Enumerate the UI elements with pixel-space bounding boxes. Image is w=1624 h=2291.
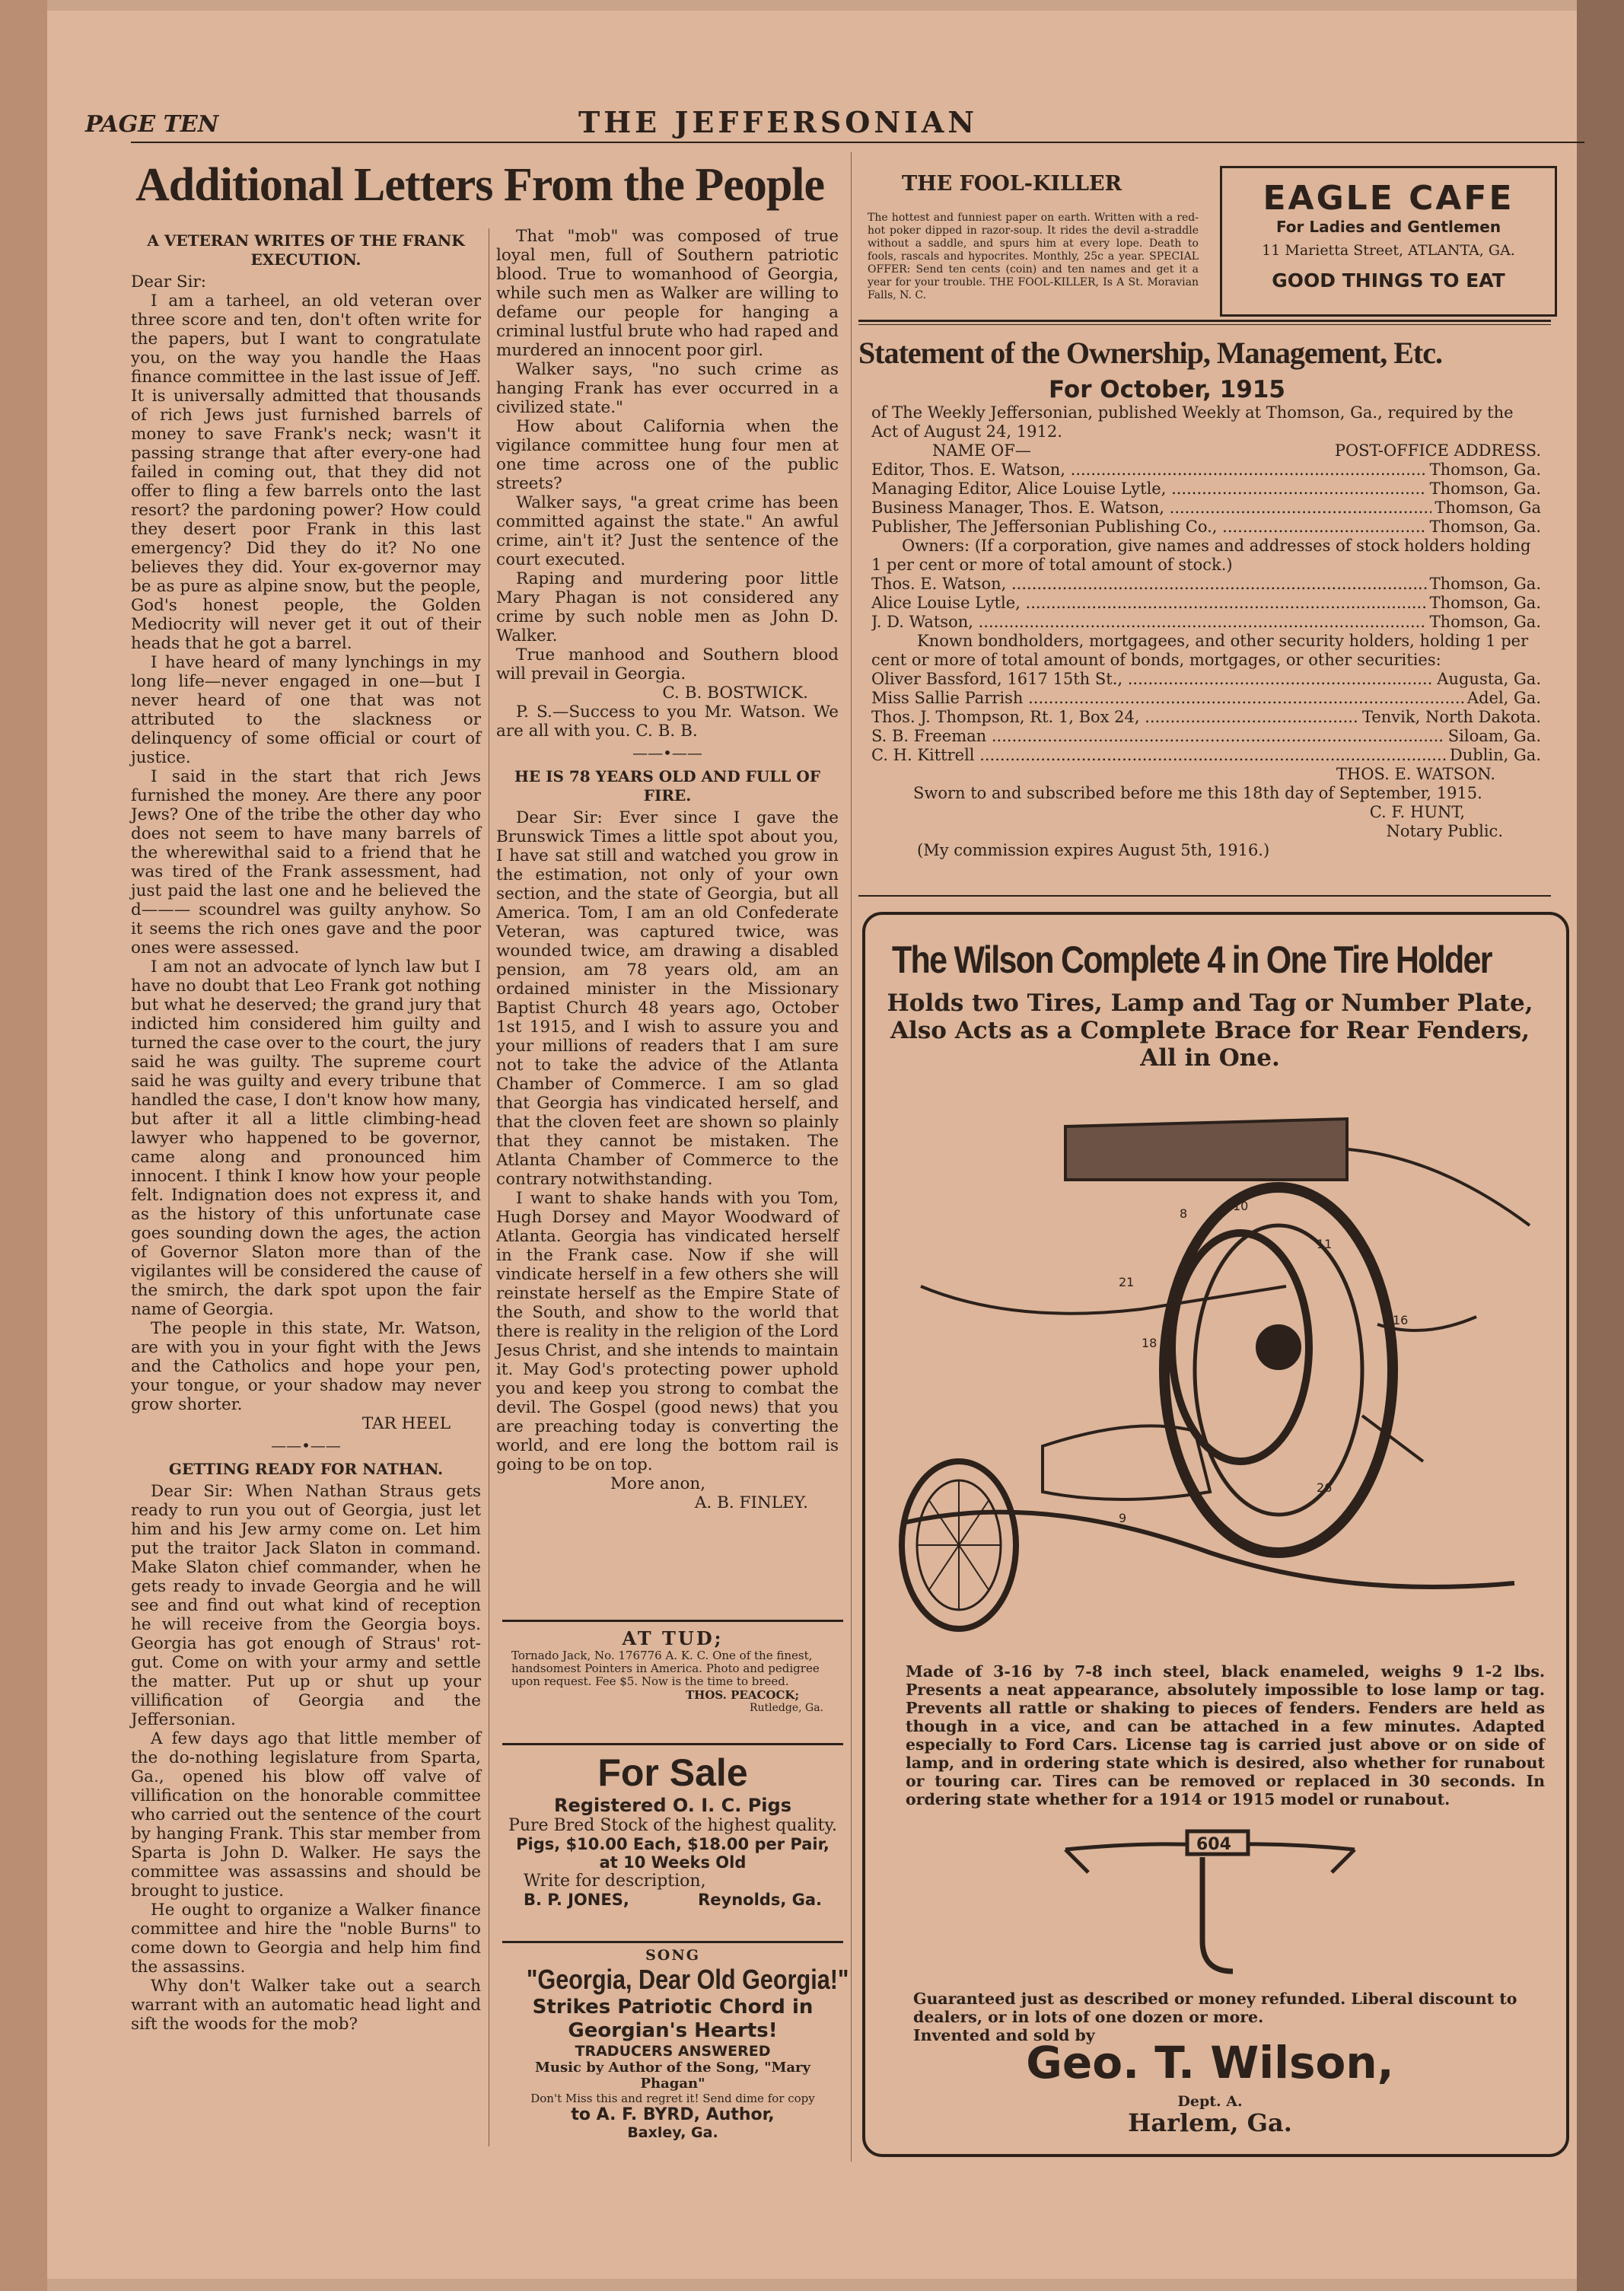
stud-town: Rutledge, Ga. bbox=[749, 1702, 823, 1714]
song-line: Don't Miss this and regret it! Send dime for copy bbox=[530, 2092, 815, 2105]
letter-paragraph: Dear Sir: When Nathan Straus gets ready to run you out of Georgia, just let him and his Jew army come on. Let him put the traitor Jack Slaton in command. Make Slaton chief commander, when he gets ready to invade Georgia and he will see and find out what kind of reception he will receive from the Georgia boys. Georgia has got enough of Straus' rot-gut. Come on with your army and settle the matter. Put up or shut up your villification of Georgia and the Jeffersonian. bbox=[131, 1482, 481, 1729]
song-line: Strikes Patriotic Chord in Georgian's Hearts! bbox=[532, 1996, 814, 2042]
stud-title: AT TUD; bbox=[622, 1627, 724, 1649]
letter-paragraph: Raping and murdering poor little Mary Phagan is not considered any crime by such noble men as John D. Walker. bbox=[496, 569, 839, 645]
for-sale-ad bbox=[501, 1751, 845, 1909]
sale-line: Pure Bred Stock of the highest quality. bbox=[508, 1816, 837, 1835]
bondholder-row: Miss Sallie Parrish ..... Adel, Ga. bbox=[871, 689, 1541, 708]
statement-signer: THOS. E. WATSON. bbox=[1336, 765, 1495, 783]
officer-row: Business Manager, Thos. E. Watson, ..... Thomson, Ga bbox=[871, 499, 1541, 518]
column-rule bbox=[851, 152, 852, 2162]
svg-text:21: 21 bbox=[1119, 1275, 1135, 1289]
sale-age: at 10 Weeks Old bbox=[599, 1853, 747, 1872]
letter-signature: TAR HEEL bbox=[361, 1414, 451, 1433]
folded-top-icon bbox=[1065, 1119, 1347, 1180]
sale-name: B. P. JONES, bbox=[524, 1891, 629, 1909]
wilson-title: The Wilson Complete 4 in One Tire Holder bbox=[892, 938, 1492, 981]
letter-paragraph: He ought to organize a Walker finance committee and hire the "noble Burns" to come down to Georgia and help him find the assassins. bbox=[131, 1901, 481, 1977]
col-address: POST-OFFICE ADDRESS. bbox=[1334, 441, 1541, 460]
wilson-description: Made of 3-16 by 7-8 inch steel, black enameled, weighs 9 1-2 lbs. Presents a neat appearance, absolutely impossible to lose lamp or tag. Prevents all rattle or shaking to pieces of fenders. Fenders are held as though in a vice, and can be attached in a few minutes. Adapted especially to Ford Cars. License tag is carried just above or on side of lamp, and in ordering state which is desired, also whether for runabout or touring car. Tires can be removed or replaced in 30 seconds. In ordering state whether for a 1914 or 1915 model or runabout. bbox=[906, 1662, 1545, 1808]
tire-holder-bracket-illustration bbox=[1050, 1827, 1370, 1979]
letter-paragraph: The people in this state, Mr. Watson, are with you in your fight with the Jews and the Catholics and hope your pen, your tongue, or your shadow may never grow shorter. bbox=[131, 1319, 481, 1414]
statement-subtitle: For October, 1915 bbox=[1049, 376, 1285, 403]
svg-text:16: 16 bbox=[1393, 1313, 1409, 1327]
sale-price: Pigs, $10.00 Each, $18.00 per Pair, bbox=[516, 1835, 830, 1853]
letter-paragraph: A few days ago that little member of the do-nothing legislature from Sparta, Ga., opened his blow off valve of villification on the honorable committee who carried out the sentence of the court by hanging Frank. This star member from Sparta is John D. Walker. He says the committee was assassins and should be brought to justice. bbox=[131, 1729, 481, 1901]
letter-paragraph: Walker says, "a great crime has been committed against the state." An awful crime, ain't it? Just the sentence of the court executed. bbox=[496, 493, 839, 569]
officer-row: Publisher, The Jeffersonian Publishing Co., ..... Thomson, Ga. bbox=[871, 518, 1541, 537]
notary-title: Notary Public. bbox=[1386, 822, 1503, 840]
sale-town: Reynolds, Ga. bbox=[698, 1891, 822, 1909]
svg-text:8: 8 bbox=[1180, 1206, 1188, 1221]
letter-paragraph: I want to shake hands with you Tom, Hugh Dorsey and Mayor Woodward of Atlanta. Georgia has vindicated herself in the Frank case. Now if she will vindicate herself in a few others she will reinstate herself as the Empire State of the South, and show to the world that there is reality in the religion of the Lord Jesus Christ, and she intends to maintain it. May God's protecting power uphold you and keep you strong to combat the devil. The Gospel (good news) that you are preaching today is converting the world, and ere long the bottom rail is going to be on top. bbox=[496, 1189, 839, 1474]
svg-text:9: 9 bbox=[1119, 1511, 1127, 1525]
ad-rule bbox=[502, 1941, 843, 1943]
notary-name: C. F. HUNT, bbox=[1369, 803, 1465, 821]
bondholder-row: Thos. J. Thompson, Rt. 1, Box 24, ..... Tenvik, North Dakota. bbox=[871, 708, 1541, 727]
book-spine bbox=[0, 0, 47, 2291]
masthead: THE JEFFERSONIAN bbox=[578, 105, 979, 139]
masthead-rule bbox=[131, 142, 1584, 143]
svg-text:18: 18 bbox=[1142, 1336, 1157, 1350]
sale-line: Write for description, bbox=[524, 1872, 706, 1891]
guarantee-text: Guaranteed just as described or money refunded. Liberal discount to dealers, or in lots of one dozen or more. bbox=[913, 1990, 1517, 2026]
cafe-tagline: For Ladies and Gentlemen bbox=[1275, 218, 1501, 236]
letter-paragraph: I am a tarheel, an old veteran over three score and ten, don't often write for the papers, but I want to congratulate you, on the way you handle the Haas finance committee in the last issue of Jeff. It is universally admitted that thousands of rich Jews just furnished barrels of money to save Frank's neck; wasn't it passing strange that after every-one had failed in coming out, that they did not offer to fling a few barrels onto the last resort? the pardoning power? How could they desert poor Frank in this last emergency? Did they do it? No one believes they did. Your ex-governor may be as pure as alpine snow, but the people, God's honest people, the Golden Mediocrity will never get it out of their heads that he got a barrel. bbox=[131, 292, 481, 653]
headline: Additional Letters From the People bbox=[135, 159, 825, 211]
letter-title: HE IS 78 YEARS OLD AND FULL OF FIRE. bbox=[514, 767, 820, 805]
column-1 bbox=[131, 227, 481, 2034]
col-name: NAME OF— bbox=[932, 441, 1031, 460]
song-line: TRADUCERS ANSWERED bbox=[575, 2043, 771, 2060]
stud-ad bbox=[501, 1627, 845, 1714]
fool-killer-body: The hottest and funniest paper on earth. Written with a red-hot poker dipped in razor-soup. It rides the devil a-straddle without a saddle, and spurs him at every lope. Death to fools, rascals and hypocrites. Monthly, 25c a year. SPECIAL OFFER: Send ten cents (coin) and ten names and get it a year for your trouble. THE FOOL-KILLER, Is A St. Moravian Falls, N. C. bbox=[868, 212, 1199, 301]
letter-signature: A. B. FINLEY. bbox=[694, 1493, 808, 1512]
column-2 bbox=[496, 227, 839, 1512]
statement-intro: of The Weekly Jeffersonian, published Weekly at Thomson, Ga., required by the Act of August 24, 1912. bbox=[871, 403, 1514, 441]
letter-paragraph: Walker says, "no such crime as hanging Frank has ever occurred in a civilized state." bbox=[496, 360, 839, 417]
cafe-slogan: GOOD THINGS TO EAT bbox=[1272, 269, 1505, 292]
separator-ornament: ——•—— bbox=[271, 1436, 341, 1455]
svg-text:26: 26 bbox=[1317, 1480, 1333, 1495]
statement-body bbox=[871, 403, 1541, 860]
officer-row: Managing Editor, Alice Louise Lytle, ..... Thomson, Ga. bbox=[871, 480, 1541, 499]
statement-column-headers bbox=[871, 441, 1541, 460]
sale-contact bbox=[501, 1891, 845, 1909]
owner-row: Thos. E. Watson, ..... Thomson, Ga. bbox=[871, 575, 1541, 594]
statement-title: Statement of the Ownership, Management, Etc. bbox=[858, 336, 1442, 370]
fool-killer-title: THE FOOL-KILLER bbox=[902, 172, 1122, 196]
cafe-address: 11 Marietta Street, ATLANTA, GA. bbox=[1262, 242, 1515, 259]
cafe-name: EAGLE CAFE bbox=[1263, 179, 1514, 218]
sale-line: Registered O. I. C. Pigs bbox=[554, 1795, 791, 1816]
tag-number: 604 bbox=[1196, 1835, 1231, 1854]
song-line: to A. F. BYRD, Author, bbox=[571, 2105, 775, 2124]
wilson-city: Harlem, Ga. bbox=[1128, 2108, 1292, 2137]
letter-paragraph: How about California when the vigilance committee hung four men at one time across one of the public streets? bbox=[496, 417, 839, 493]
song-title: "Georgia, Dear Old Georgia!" bbox=[526, 1964, 849, 1995]
svg-text:10: 10 bbox=[1233, 1199, 1249, 1213]
section-rule bbox=[858, 320, 1551, 322]
eagle-cafe-ad bbox=[1220, 166, 1557, 317]
separator-ornament: ——•—— bbox=[632, 744, 702, 762]
letter-paragraph: That "mob" was composed of true loyal men, full of Southern patriotic blood. True to womanhood of Georgia, while such men as Walker are willing to defame our people for hanging a criminal lustful brute who had raped and murdered an innocent poor girl. bbox=[496, 227, 839, 360]
owner-row: J. D. Watson, ..... Thomson, Ga. bbox=[871, 613, 1541, 632]
letter-signature: C. B. BOSTWICK. bbox=[662, 683, 808, 703]
lamp-icon bbox=[1257, 1326, 1300, 1369]
owners-note: Owners: (If a corporation, give names and addresses of stock holders holding 1 per cent or more of total amount of stock.) bbox=[871, 537, 1531, 574]
letter-paragraph: I have heard of many lynchings in my long life—never engaged in one—but I never heard of one that was not attributed to the slackness or delinquency of some official or court of justice. bbox=[131, 653, 481, 767]
officer-row: Editor, Thos. E. Watson, ..... Thomson, Ga. bbox=[871, 460, 1541, 480]
letter-paragraph: I said in the start that rich Jews furnished the money. Are there any poor Jews? One of the tribe the other day who does not seem to have many barrels of the wherewithal said to a friend that he was tired of the Frank assessment, had just paid the last one and he believed the d——— scoundrel was guilty anyhow. So it seems the rich ones gave and the poor ones were assessed. bbox=[131, 767, 481, 958]
bondholder-row: S. B. Freeman ..... Siloam, Ga. bbox=[871, 727, 1541, 746]
letter-closing: More anon, bbox=[610, 1474, 706, 1493]
ad-rule bbox=[502, 1620, 843, 1622]
letter-title: GETTING READY FOR NATHAN. bbox=[168, 1460, 444, 1478]
stud-body: Tornado Jack, No. 176776 A. K. C. One of the finest, handsomest Pointers in America. Photo and pedigree upon request. Fee $5. Now is the time to breed. bbox=[511, 1649, 820, 1688]
bondholder-row: C. H. Kittrell ..... Dublin, Ga. bbox=[871, 746, 1541, 765]
commission-note: (My commission expires August 5th, 1916.) bbox=[917, 841, 1270, 859]
wilson-dept: Dept. A. bbox=[1177, 2093, 1243, 2110]
wilson-name: Geo. T. Wilson, bbox=[1026, 2037, 1394, 2089]
letter-paragraph: True manhood and Southern blood will prevail in Georgia. bbox=[496, 645, 839, 683]
section-rule bbox=[858, 324, 1551, 325]
letter-paragraph: I am not an advocate of lynch law but I have no doubt that Leo Frank got nothing but what he deserved; the grand jury that indicted him considered him guilty and turned the case over to the court, the jury said he was guilty. The supreme court said he was guilty and every tribune that handled the case, I don't know how many, but after it all a little climbing-head lawyer who happened to be governor, came along and pronounced him innocent. I think I know how your people felt. Indignation does not express it, and as the history of this unfortunate case goes sounding down the ages, the action of Governor Slaton more than of the vigilantes will be considered the cause of the smirch, the dark spot upon the fair name of Georgia. bbox=[131, 958, 481, 1319]
song-ad bbox=[501, 1947, 849, 2141]
stud-name: THOS. PEACOCK; bbox=[685, 1688, 799, 1702]
svg-text:11: 11 bbox=[1317, 1237, 1333, 1251]
song-line: Music by Author of the Song, "Mary Phagan" bbox=[535, 2060, 810, 2092]
sale-title: For Sale bbox=[597, 1751, 748, 1794]
letter-paragraph: Why don't Walker take out a search warrant with an automatic head light and sift the woods for the mob? bbox=[131, 1977, 481, 2034]
song-line: Baxley, Ga. bbox=[627, 2124, 718, 2141]
page-number: PAGE TEN bbox=[85, 111, 219, 138]
bondholder-row: Oliver Bassford, 1617 15th St., ..... Augusta, Ga. bbox=[871, 670, 1541, 689]
section-rule bbox=[858, 895, 1551, 897]
letter-paragraph: Dear Sir: Ever since I gave the Brunswick Times a little spot about you, I have sat still and watched you grow in the estimation, not only of your own section, and the state of Georgia, but all America. Tom, I am an old Confederate Veteran, was captured twice, was wounded twice, am drawing a disabled pension, am 78 years old, am an ordained minister in the Missionary Baptist Church 48 years ago, October 1st 1915, and I wish to assure you and your millions of readers that I am sure not to take the advice of the Atlanta Chamber of Commerce. I am so glad that Georgia has vindicated herself, and that the cloven feet are shown so plainly that they cannot be mistaken. The Atlanta Chamber of Commerce to the contrary notwithstanding. bbox=[496, 808, 839, 1189]
statement-sworn: Sworn to and subscribed before me this 18th day of September, 1915. bbox=[913, 784, 1482, 802]
song-label: SONG bbox=[645, 1947, 700, 1964]
invented-text: Invented and sold by bbox=[913, 2026, 1095, 2044]
letter-postscript: P. S.—Success to you Mr. Watson. We are all with you. C. B. B. bbox=[496, 703, 839, 741]
letter-salutation: Dear Sir: bbox=[131, 272, 207, 292]
bond-note: Known bondholders, mortgagees, and other security holders, holding 1 per cent or more of total amount of bonds, mortgages, or other securities: bbox=[871, 632, 1529, 669]
wilson-subtitle: Holds two Tires, Lamp and Tag or Number Plate, Also Acts as a Complete Brace for Rear Fenders, All in One. bbox=[887, 989, 1533, 1072]
ad-rule bbox=[502, 1743, 843, 1745]
letter-title: A VETERAN WRITES OF THE FRANK EXECUTION. bbox=[147, 231, 465, 269]
car-tire-holder-illustration bbox=[890, 1096, 1537, 1652]
page-edge bbox=[1577, 0, 1624, 2291]
owner-row: Alice Louise Lytle, ..... Thomson, Ga. bbox=[871, 594, 1541, 613]
